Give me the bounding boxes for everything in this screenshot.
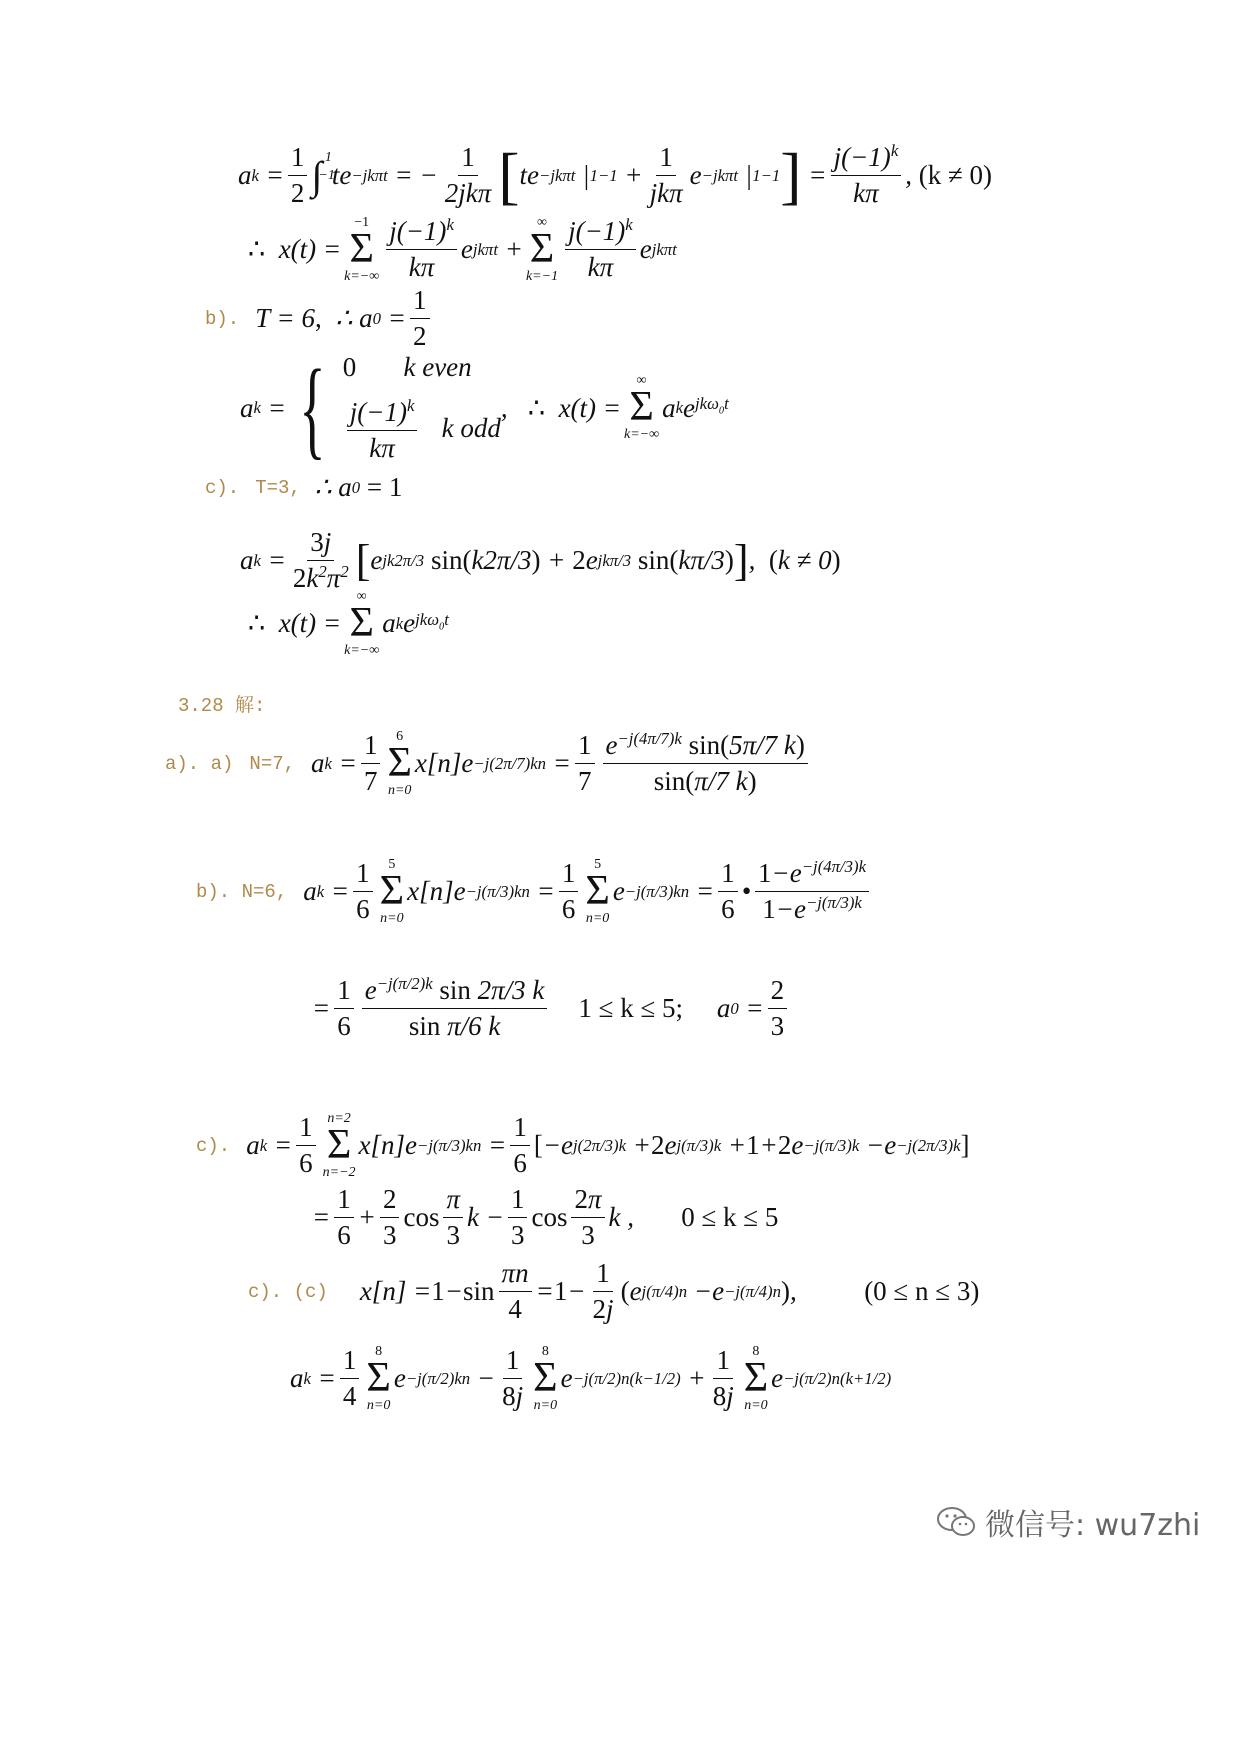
period-t3: T=3, xyxy=(255,476,301,499)
a0-prefix-c: ∴ a xyxy=(314,472,352,502)
eq-c-result: = $\frac{1}{6}$ + $\frac{2}{3}$ cos $\frac{\pi}{3}$ k − $\frac{1}{3}$ cos $\frac{2\pi}{3}$ k , 0 ≤ k ≤ 5 xyxy=(312,1184,779,1251)
range-0-3: (0 ≤ n ≤ 3) xyxy=(864,1276,980,1307)
label-b: b). xyxy=(205,307,240,330)
eq-ak-c: a k = $\frac{3j}{2k^2\pi^2}$ [ e jk2π/3 sin( k2π/3 ) + 2 e jkπ/3 sin( kπ/3 ) ] , ( k ≠ 0 ) xyxy=(240,527,841,594)
a0-value-c: = 1 xyxy=(366,472,403,502)
eq-n6-result: = $\frac{1}{6}$ $\frac{e^{-j(\pi/2)k} \sin 2\pi/3 k}{\text{sin π/6 k}}$ 1 ≤ k ≤ 5; a 0 = $\frac{2}{3}$ xyxy=(312,975,791,1042)
case-odd: k odd xyxy=(441,412,501,443)
label-c2: c). xyxy=(196,1134,231,1157)
eq-n7: a). a) N=7, a k = $\frac{1}{7}$ 6 Σ n=0 x[n]e −j(2π/7)kn = $\frac{1}{7}$ $\frac{e^{-j(4\pi/7)k} \sin(5\pi/7 k)}{\sin(\pi/7 k)}$ xyxy=(165,730,812,798)
case-zero: 0 xyxy=(342,352,357,382)
a0-prefix: ∴ a xyxy=(335,303,373,334)
watermark-text: 微信号: wu7zhi xyxy=(985,1508,1201,1543)
eq-ak-integral: a k = $\frac{1}{2}$ ∫ −1 $^1$ te −jkπt = − $\frac{1}{\text{2jkπ}}$ [ te −jkπt | 1 −1 + $\frac{1}{\text{jkπ}}$ e −jkπt | 1 −1 ] = $\frac{j(-1)^k}{k\pi}$ , (k ≠ 0) xyxy=(238,139,993,211)
eq-n6: b). N=6, a k = $\frac{1}{6}$ 5 Σ n=0 x[n]e −j(π/3)kn = $\frac{1}{6}$ 5 Σ n=0 e −j(π/3)kn = $\frac{1}{6}$ • $\frac{1-e^{-j(4\pi/3)k}}{1-e^{-j(\pi/3)k}}$ xyxy=(196,858,873,926)
period-t6: T = 6 xyxy=(255,303,315,334)
label-b-n6: b). N=6, xyxy=(196,880,288,903)
eq-ak-final: a k = $\frac{1}{4}$ 8 Σ n=0 e −j(π/2)kn − $\frac{1}{8j}$ 8 Σ n=0 e −j(π/2)n(k−1/2) + $\frac{1}{8j}$ 8 Σ n=0 e −j(π/2)n(k+1/2) xyxy=(290,1344,892,1413)
range-1-5: 1 ≤ k ≤ 5; xyxy=(578,993,684,1024)
label-n7: N=7, xyxy=(249,752,296,775)
solution-heading xyxy=(178,690,265,717)
eq-c-period: c). T=3, ∴ a 0 = 1 xyxy=(205,472,403,502)
range-0-5: 0 ≤ k ≤ 5 xyxy=(681,1202,779,1233)
eq-xt-sum-a: ∴ x(t) = −1 Σ k=−∞ $\frac{j(-1)^k}{k\pi}$ e jkπt + ∞ Σ k=−1 $\frac{j(-1)^k}{k\pi}$ e jkπt xyxy=(248,215,677,284)
eq-ak-piecewise: a k = { 0 k even $\frac{j(-1)^k}{k\pi}$ k odd , ∴ x(t) = ∞ Σ k=−∞ a k e jkω$_0$t xyxy=(240,347,729,470)
label-a-a: a). a) xyxy=(165,752,234,775)
label-c: c). xyxy=(205,476,240,499)
wechat-icon xyxy=(935,1505,979,1539)
cond-k-nonzero: (k ≠ 0) xyxy=(918,160,993,191)
solution-label: 3.28 解: xyxy=(178,695,266,717)
wechat-watermark xyxy=(935,1500,1200,1544)
eq-b-period: b). T = 6 , ∴ a 0 = $\frac{1}{2}$ xyxy=(205,285,434,352)
eq-c-sum: c). a k = $\frac{1}{6}$ n=2 Σ n=−2 x[n]e −j(π/3)kn = $\frac{1}{6}$ [ −e j(2π/3)k + 2 e j(π/3)k + 1 + 2 e −j(π/3)k −e −j(2π/3)k ] xyxy=(196,1111,970,1180)
case-even: k even xyxy=(403,352,472,382)
eq-xt-c: ∴ x(t) = ∞ Σ k=−∞ a k e jkω$_0$t xyxy=(248,589,449,658)
eq-xn-sin: c). (c) x[n] = 1 − sin $\frac{\pi n}{4}$ = 1 − $\frac{1}{2j}$ ( e j(π/4)n −e −j(π/4)n ) , (0 ≤ n ≤ 3) xyxy=(248,1258,980,1325)
label-c3: c). (c) xyxy=(248,1280,328,1303)
